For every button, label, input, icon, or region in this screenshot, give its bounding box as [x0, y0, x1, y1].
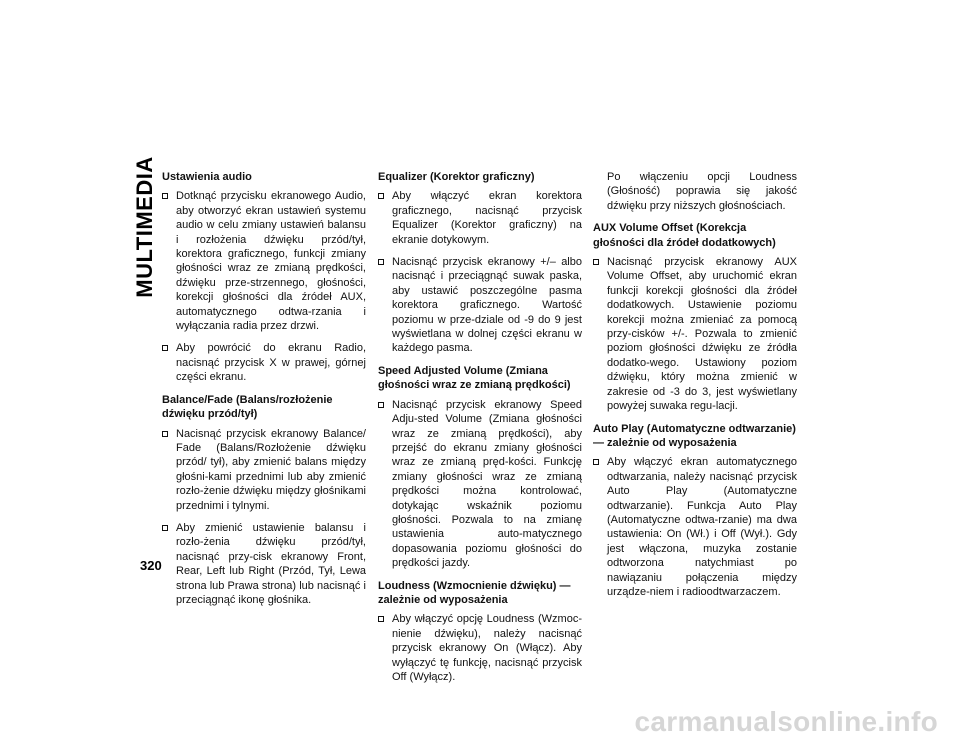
checkbox-bullet-icon: [378, 193, 384, 199]
bullet-text: Dotknąć przycisku ekranowego Audio, aby otworzyć ekran ustawień systemu audio w celu zmiany ustawień balansu i rozłożenia dźwięku przód/tył, korektora graficznego, funkcji zmiany głośności wraz ze zmianą prędkości, dźwięku prze-strzennego, głośności, korekcji głośności dla źródeł AUX, automatycznego odtwa-rzania i wyłączania radia przez drzwi.: [176, 190, 366, 333]
bullet-item: [378, 255, 582, 356]
bullet-item: [378, 398, 582, 571]
bullet-item: [162, 427, 366, 513]
bullet-item: [162, 189, 366, 333]
column-2: [378, 170, 582, 692]
section-heading: Auto Play (Automatyczne odtwarzanie) — zależnie od wyposażenia: [593, 422, 796, 449]
bullet-text: Aby zmienić ustawienie balansu i rozło-żenia dźwięku przód/tył, nacisnąć przy-cisk ekranowy Front, Rear, Left lub Right (Przód, Tył, Lewa strona lub Prawa strona) lub nacisnąć i przeciągnąć ikonę głośnika.: [176, 521, 366, 606]
checkbox-bullet-icon: [593, 259, 599, 265]
bullet-text: Nacisnąć przycisk ekranowy Speed Adju-sted Volume (Zmiana głośności wraz ze zmianą prędkości), aby przejść do ekranu zmiany głośności wraz ze zmianą pręd-kości. Funkcję zmiany głośności wraz ze zmianą prędkości można kontrolować, dotykając wskaźnik poziomu głośności. Pozwala to na zmianę ustawienia auto-matycznego dopasowania poziomu głośności do prędkości jazdy.: [392, 398, 582, 570]
bullet-item: [378, 612, 582, 684]
bullet-text: Aby włączyć ekran automatycznego odtwarzania, należy nacisnąć przycisk Auto Play (Automatyczne odtwarzanie). Funkcja Auto Play (Automatyczne odtwa-rzanie) ma dwa ustawienia: On (Wł.) i Off (Wył.). Gdy jest włączona, muzyka zostanie odtworzona natychmiast po nawiązaniu połączenia między urządze-niem i radioodtwarzaczem.: [607, 456, 797, 598]
bullet-item: [162, 521, 366, 607]
section-heading: Speed Adjusted Volume (Zmiana głośności wraz ze zmianą prędkości): [378, 364, 571, 392]
paragraph-text: Po włączeniu opcji Loudness (Głośność) poprawia się jakość dźwięku przy niższych głośnościach.: [607, 171, 797, 212]
bullet-text: Aby włączyć opcję Loudness (Wzmoc-nienie dźwięku), należy nacisnąć przycisk ekranowy On (Włącz). Aby wyłączyć tę funkcję, nacisnąć przycisk Off (Wyłącz).: [392, 613, 582, 683]
section-heading: AUX Volume Offset (Korekcja głośności dla źródeł dodatkowych): [593, 222, 776, 249]
section-heading: Balance/Fade (Balans/rozłożenie dźwięku przód/tył): [162, 393, 333, 421]
checkbox-bullet-icon: [378, 259, 384, 265]
section-tab-label: MULTIMEDIA: [132, 156, 157, 298]
bullet-item: [162, 341, 366, 384]
section-heading: Equalizer (Korektor graficzny): [378, 171, 535, 183]
bullet-text: Aby powrócić do ekranu Radio, nacisnąć przycisk X w prawej, górnej części ekranu.: [176, 342, 366, 384]
bullet-text: Nacisnąć przycisk ekranowy +/– albo nacisnąć i przeciągnąć suwak paska, aby ustawić poszczególne pasma korektora graficznego. Wartość poziomu w prze-dziale od -9 do 9 jest wyświetlana w dolnej części ekranu w każdego pasma.: [392, 256, 582, 355]
bullet-text: Nacisnąć przycisk ekranowy AUX Volume Offset, aby uruchomić ekran funkcji korekcji głośności dla źródeł dodatkowych. Ustawienie poziomu korekcji można zmieniać za pomocą przy-cisków +/-. Pozwala to zmienić poziom głośności dźwięku ze źródła dodatko-wego. Ustawiony poziom dźwięku, który można zmienić w zakresie od -3 do 3, jest wyświetlany powyżej suwaka regu-lacji.: [607, 256, 797, 413]
section-tab: [132, 156, 158, 298]
page-number: 320: [140, 558, 162, 573]
section-heading: Loudness (Wzmocnienie dźwięku) — zależnie od wyposażenia: [378, 579, 571, 606]
bullet-text: Aby włączyć ekran korektora graficznego, nacisnąć przycisk Equalizer (Korektor graficzny) na ekranie dotykowym.: [392, 190, 582, 246]
bullet-item: [593, 455, 797, 599]
watermark: carmanualsonline.info: [634, 706, 938, 737]
checkbox-bullet-icon: [162, 431, 168, 437]
section-heading: Ustawienia audio: [162, 171, 252, 183]
bullet-item: [378, 189, 582, 247]
column-3: [593, 170, 797, 607]
checkbox-bullet-icon: [378, 616, 384, 622]
checkbox-bullet-icon: [162, 193, 168, 199]
bullet-item: [593, 255, 797, 413]
bullet-text: Nacisnąć przycisk ekranowy Balance/ Fade (Balans/Rozłożenie dźwięku przód/ tył), aby zmienić balans między głośni-kami przednimi lub aby zmienić rozło-żenie dźwięku między głośnikami przednimi i tylnymi.: [176, 427, 366, 512]
checkbox-bullet-icon: [162, 345, 168, 351]
checkbox-bullet-icon: [593, 459, 599, 465]
column-1: [162, 170, 366, 615]
checkbox-bullet-icon: [162, 525, 168, 531]
checkbox-bullet-icon: [378, 402, 384, 408]
